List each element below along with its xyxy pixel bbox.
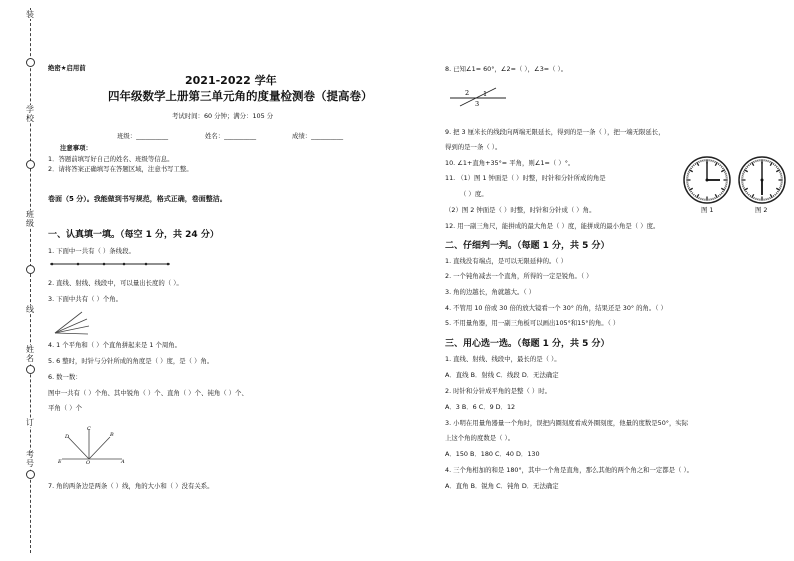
clock-tick	[768, 161, 769, 163]
binding-label: 学校	[26, 105, 34, 123]
binding-label: 装	[26, 10, 34, 19]
clock-tick	[688, 174, 690, 175]
exam-info: 考试时间：60 分钟；满分：105 分	[172, 112, 274, 120]
binding-label: 姓名	[26, 345, 34, 363]
question-text: 5. 6 整时，时针与分针所成的角度是（ ）度，是（ ）角。	[48, 357, 214, 365]
clock-tick	[756, 161, 757, 163]
question-text: 7. 角的两条边是两条（ ）线，角的大小和（ ）没有关系。	[48, 482, 214, 490]
question-text: 3. 下面中共有（ ）个角。	[48, 295, 123, 303]
question-text: （ ）度。	[460, 190, 488, 198]
clock-caption: 图 2	[755, 206, 768, 214]
score-field[interactable]: 成绩：__________	[292, 132, 344, 140]
angle-rays-figure	[52, 306, 92, 336]
judge-item: 2. 一个钝角减去一个直角，所得的一定是锐角。（ ）	[445, 272, 593, 280]
figure-label: A	[121, 459, 125, 465]
judge-item: 3. 角的边越长，角就越大。（ ）	[445, 288, 536, 296]
question-text: 6. 数一数：	[48, 373, 82, 381]
binding-label: 线	[26, 305, 34, 314]
year-title: 2021-2022 学年	[185, 74, 277, 87]
neatness-note: 卷面（5 分）。我能做到书写规范，格式正确，卷面整洁。	[48, 195, 227, 203]
note-item: 1．答题前填写好自己的姓名、班级等信息。	[48, 155, 174, 163]
figure-label: B	[110, 432, 114, 438]
clock-tick	[780, 174, 782, 175]
clock-tick	[688, 186, 690, 187]
clock-tick	[713, 198, 714, 200]
clock-tick	[743, 174, 745, 175]
segment-figure	[48, 258, 173, 270]
clock-caption: 图 1	[701, 206, 714, 214]
binding-label: 考号	[26, 450, 34, 468]
choice-question: 3. 小明在用量角器量一个角时，误把内圈刻度看成外圈刻度，他量的度数是50°，实际	[445, 419, 689, 427]
binding-hole	[26, 160, 35, 169]
figure-label: E	[58, 459, 62, 465]
question-text: 图中一共有（ ）个角、其中锐角（ ）个、直角（ ）个、钝角（ ）个、	[48, 389, 248, 397]
binding-hole	[26, 265, 35, 274]
binding-hole	[26, 58, 35, 67]
choice-options: A．直线 B．射线 C．线段 D．无法确定	[445, 371, 559, 379]
angle-label: 3	[475, 100, 480, 108]
choice-question: 2. 时针和分针成平角的是整（ ）时。	[445, 387, 552, 395]
name-field[interactable]: 姓名：__________	[205, 132, 257, 140]
question-text: 1. 下面中一共有（ ）条线段。	[48, 247, 135, 255]
choice-options: A．150 B．180 C．40 D．130	[445, 450, 540, 458]
section-heading: 二、仔细判一判。（每题 1 分，共 5 分）	[445, 241, 610, 251]
binding-label: 班级	[26, 210, 34, 228]
clock-tick	[780, 186, 782, 187]
section-heading: 三、用心选一选。（每题 1 分，共 5 分）	[445, 339, 610, 349]
question-text: 8. 已知∠1= 60°，∠2=（ ），∠3=（ ）。	[445, 65, 568, 73]
clock-tick	[743, 186, 745, 187]
page-title: 四年级数学上册第三单元角的度量检测卷（提高卷）	[108, 89, 373, 103]
class-field[interactable]: 班级：__________	[117, 132, 169, 140]
binding-label: 订	[26, 418, 34, 427]
clock-1-icon	[682, 155, 732, 205]
binding-margin	[0, 0, 44, 561]
clock-tick	[701, 198, 702, 200]
angle-figure-8	[448, 84, 508, 108]
angle-label: 1	[483, 90, 488, 98]
angle-label: 2	[465, 89, 470, 97]
figure-label: C	[87, 426, 91, 432]
secret-mark: 绝密★启用前	[48, 64, 86, 72]
binding-hole	[26, 365, 35, 374]
binding-hole	[26, 470, 35, 479]
notes-title: 注意事项：	[60, 144, 92, 152]
section-heading: 一、认真填一填。（每空 1 分，共 24 分）	[48, 230, 219, 240]
question-text: 9. 把 3 厘米长的线段向两端无限延长，得到的是一条（ ），把一端无限延长，	[445, 128, 665, 136]
clock-tick	[713, 161, 714, 163]
question-text: 得到的是一条（ ）。	[445, 143, 502, 151]
figure-label: O	[86, 460, 91, 465]
choice-question: 1. 直线、射线、线段中，最长的是（ ）。	[445, 355, 561, 363]
clock-2-icon	[737, 155, 787, 205]
judge-item: 1. 直线没有端点，是可以无限延伸的。（ ）	[445, 257, 567, 265]
choice-question: 4. 三个角相加的和是 180°，其中一个角是直角，那么其他的两个角之和一定都是（ ）。	[445, 466, 694, 474]
question-text: 12. 用一副三角尺，能拼成的最大角是（ ）度，能拼成的最小角是（ ）度。	[445, 222, 660, 230]
clock-tick	[756, 198, 757, 200]
note-item: 2．请将答案正确填写在答题区域，注意书写工整。	[48, 165, 193, 173]
question-text: （2）图 2 钟面是（ ）时整，时针和分针成（ ）角。	[445, 206, 596, 214]
clock-tick	[725, 174, 727, 175]
question-text: 11. （1）图 1 钟面是（ ）时整，时针和分针所成的角是	[445, 174, 606, 182]
judge-item: 4. 不管用 10 倍或 30 倍的放大镜看一个 30° 的角，结果还是 30° 的角。（ ）	[445, 304, 667, 312]
question-text: 2. 直线、射线、线段中，可以量出长度的（ ）。	[48, 279, 183, 287]
angles-figure	[58, 425, 128, 465]
choice-question: 上这个角的度数是（ ）。	[445, 434, 515, 442]
choice-options: A．3 B．6 C．9 D．12	[445, 403, 516, 411]
judge-item: 5. 不用量角器，用一副三角板可以画出105°和15°的角。（ ）	[445, 319, 620, 327]
clock-tick	[768, 198, 769, 200]
clock-tick	[701, 161, 702, 163]
question-text: 平角（ ）个	[48, 404, 82, 412]
choice-options: A．直角 B．锐角 C．钝角 D．无法确定	[445, 482, 559, 490]
question-text: 4. 1 个平角和（ ）个直角拼起来是 1 个周角。	[48, 341, 182, 349]
clock-tick	[725, 186, 727, 187]
figure-label: D	[65, 434, 70, 440]
question-text: 10. ∠1+直角+35°= 平角，则∠1=（ ）°。	[445, 159, 575, 167]
